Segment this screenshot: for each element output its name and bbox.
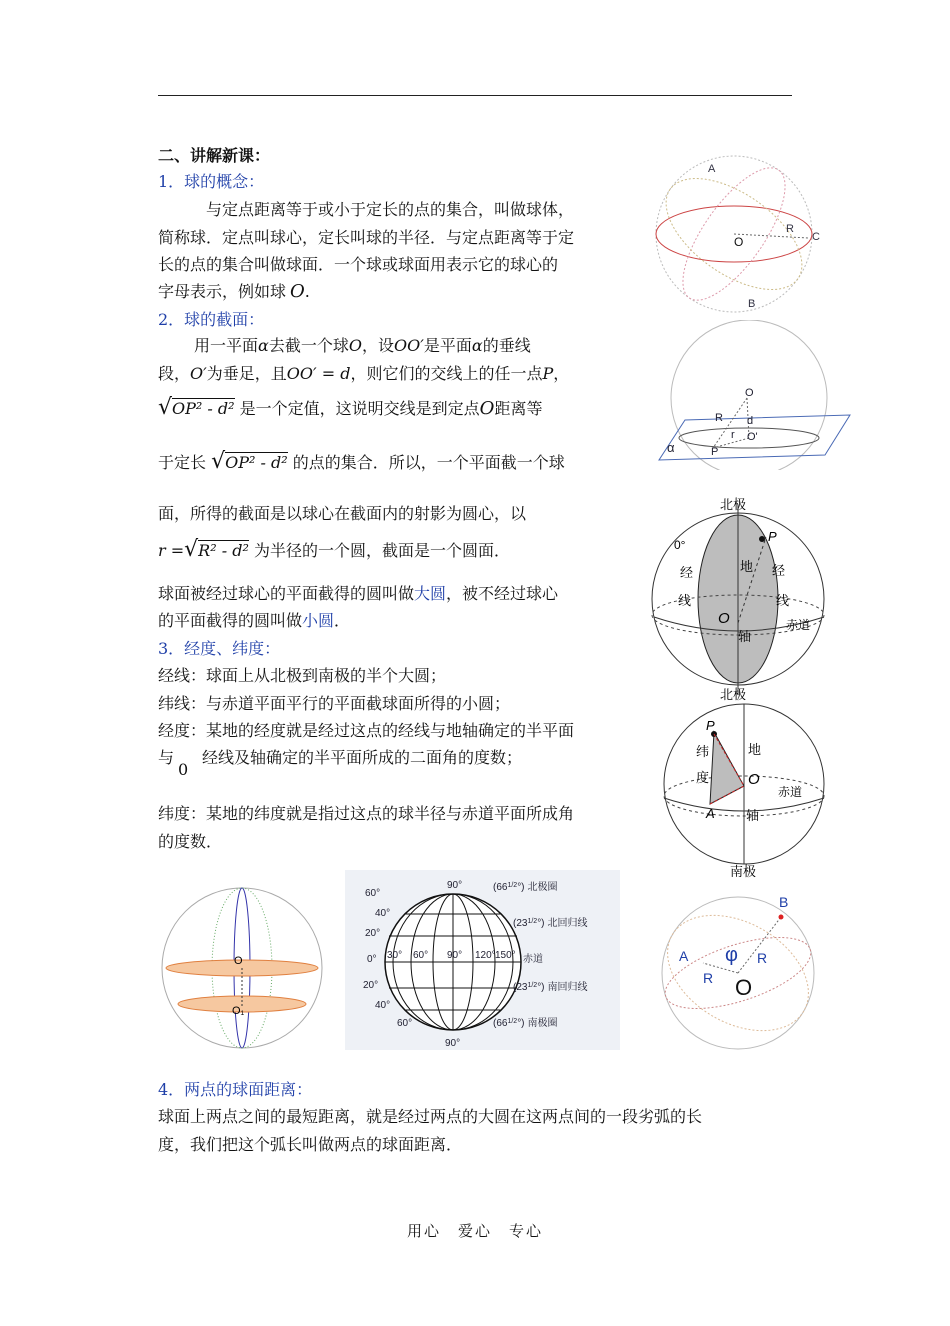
label-phi: φ bbox=[725, 944, 738, 966]
page-footer: 用心 爱心 专心 bbox=[406, 1222, 543, 1240]
lon-label: 150° bbox=[495, 950, 516, 961]
para-line: 与0经线及轴确定的半平面所成的二面角的度数； bbox=[158, 748, 523, 779]
label-Oprime: O' bbox=[747, 431, 758, 443]
svg-text:(231/2°)北回归线: $(23^{1/2}^\circ)$ 北回归线 bbox=[513, 918, 588, 929]
para-line: 纬度：某地的纬度就是指过这点的球半径与赤道平面所成角 bbox=[158, 804, 575, 823]
para-line: 纬线：与赤道平面平行的平面截球面所得的小圆； bbox=[158, 694, 511, 713]
label-P: P bbox=[768, 529, 777, 544]
figure-spherical-distance bbox=[655, 885, 825, 1055]
label-R: R bbox=[715, 412, 723, 424]
label-R: R bbox=[786, 223, 794, 235]
para-line: 用一平面α去截一个球O，设OO′是平面α的垂线 bbox=[194, 336, 531, 355]
label-A: A bbox=[708, 163, 716, 175]
heading-sphere-concept: 1．球的概念： bbox=[158, 172, 265, 191]
label-O: O bbox=[234, 955, 243, 967]
label-south-pole: 南极 bbox=[730, 864, 757, 879]
label-bottom-pole: 北极 bbox=[720, 687, 747, 702]
label-xian-left: 线 bbox=[678, 593, 692, 608]
label-di: 地 bbox=[748, 742, 762, 757]
label-bottom-90: 90° bbox=[445, 1038, 461, 1049]
label-O: O bbox=[734, 235, 744, 249]
para-line: √OP² - d² 是一个定值，这说明交线是到定点O距离等 bbox=[158, 395, 543, 420]
svg-text:(661/2°)南极圈: $(66^{1/2}^\circ)$ 南极圈 bbox=[493, 1018, 558, 1029]
lat-label: 60° bbox=[365, 888, 381, 899]
label-alpha: α bbox=[667, 440, 675, 455]
para-line: 段，O′为垂足，且OO′ = d，则它们的交线上的任一点P， bbox=[158, 364, 570, 383]
para-line: 球面被经过球心的平面截得的圆叫做大圆，被不经过球心 bbox=[158, 584, 559, 603]
para-line: r =√R² - d² 为半径的一个圆，截面是一个圆面． bbox=[158, 537, 510, 562]
heading-longitude-latitude: 3．经度、纬度： bbox=[158, 639, 281, 658]
para-line: 的度数． bbox=[158, 832, 223, 851]
figure-longitude bbox=[648, 495, 828, 705]
label-B: B bbox=[748, 298, 756, 310]
para-line: 球面上两点之间的最短距离，就是经过两点的大圆在这两点间的一段劣弧的长 bbox=[158, 1107, 703, 1126]
figure-sphere-great-circles bbox=[650, 152, 820, 317]
label-di: 地 bbox=[740, 559, 754, 574]
label-O1: O₁ bbox=[232, 1005, 245, 1017]
figure-sphere-rings bbox=[160, 884, 330, 1054]
lon-label: 120° bbox=[475, 950, 496, 961]
label-O: O bbox=[748, 771, 760, 788]
para-line: 面，所得的截面是以球心在截面内的射影为圆心，以 bbox=[158, 504, 527, 523]
label-B: B bbox=[779, 894, 789, 910]
lat-label: 40° bbox=[375, 908, 391, 919]
label-xian-right: 线 bbox=[776, 593, 790, 608]
section-title: 二、讲解新课： bbox=[158, 146, 271, 165]
great-circle-term: 大圆 bbox=[414, 584, 447, 603]
label-equator: 赤道 bbox=[786, 618, 811, 632]
label-R-right: R bbox=[757, 950, 768, 966]
heading-cross-section: 2．球的截面： bbox=[158, 310, 265, 329]
label-jing-left: 经 bbox=[680, 565, 694, 580]
label-du: 度 bbox=[696, 770, 710, 785]
label-O: O bbox=[735, 975, 753, 1000]
lon-label: 30° bbox=[387, 950, 403, 961]
para-line: 经线：球面上从北极到南极的半个大圆； bbox=[158, 666, 447, 685]
label-O: O bbox=[718, 610, 730, 627]
lat-label: 20° bbox=[365, 928, 381, 939]
para-line: 的平面截得的圆叫做小圆． bbox=[158, 611, 351, 630]
para-line: 简称球．定点叫球心，定长叫球的半径．与定点距离等于定 bbox=[158, 228, 575, 247]
label-A: A bbox=[679, 948, 689, 964]
header-rule bbox=[158, 95, 792, 96]
small-circle-term: 小圆 bbox=[302, 611, 335, 630]
label-jing-right: 经 bbox=[772, 563, 786, 578]
label-equator: 赤道 bbox=[778, 785, 803, 799]
para-line: 度，我们把这个弧长叫做两点的球面距离． bbox=[158, 1135, 463, 1154]
label-P: P bbox=[711, 446, 719, 458]
svg-text:(661/2°)北极圈: $(66^{1/2}^\circ)$ 北极圈 bbox=[493, 882, 558, 893]
label-d: d bbox=[747, 415, 754, 427]
label-zero-degree: 0° bbox=[674, 538, 686, 552]
para-line: 长的点的集合叫做球面．一个球或球面用表示它的球心的 bbox=[158, 255, 559, 274]
label-r: r bbox=[731, 429, 735, 441]
label-O: O bbox=[745, 387, 754, 399]
para-line: 字母表示，例如球 O. bbox=[158, 281, 310, 302]
label-equator-text: 赤道 bbox=[523, 954, 543, 965]
figure-latitude bbox=[660, 700, 830, 880]
label-R-left: R bbox=[703, 970, 714, 986]
figure-globe-grid bbox=[345, 870, 620, 1050]
para-line: 经度：某地的经度就是经过这点的经线与地轴确定的半平面 bbox=[158, 721, 575, 740]
svg-text:(231/2°)南回归线: $(23^{1/2}^\circ)$ 南回归线 bbox=[513, 982, 588, 993]
lon-label: 90° bbox=[447, 950, 463, 961]
label-zhou: 轴 bbox=[746, 808, 760, 823]
lat-label: 0° bbox=[367, 954, 377, 965]
label-zhou: 轴 bbox=[738, 629, 752, 644]
label-P: P bbox=[706, 718, 715, 733]
label-north-pole: 北极 bbox=[720, 497, 747, 512]
label-top-90: 90° bbox=[447, 880, 463, 891]
lat-label: 60° bbox=[397, 1018, 413, 1029]
para-line: 于定长 √OP² - d² 的点的集合．所以，一个平面截一个球 bbox=[158, 449, 565, 474]
label-wei: 纬 bbox=[696, 744, 710, 759]
para-line: 与定点距离等于或小于定长的点的集合，叫做球体， bbox=[206, 200, 575, 219]
lat-label: 20° bbox=[363, 980, 379, 991]
label-A: A bbox=[706, 806, 715, 821]
lon-label: 60° bbox=[413, 950, 429, 961]
label-C: C bbox=[812, 231, 820, 243]
lat-label: 40° bbox=[375, 1000, 391, 1011]
heading-spherical-distance: 4．两点的球面距离： bbox=[158, 1080, 313, 1099]
figure-sphere-plane-section bbox=[655, 320, 855, 470]
